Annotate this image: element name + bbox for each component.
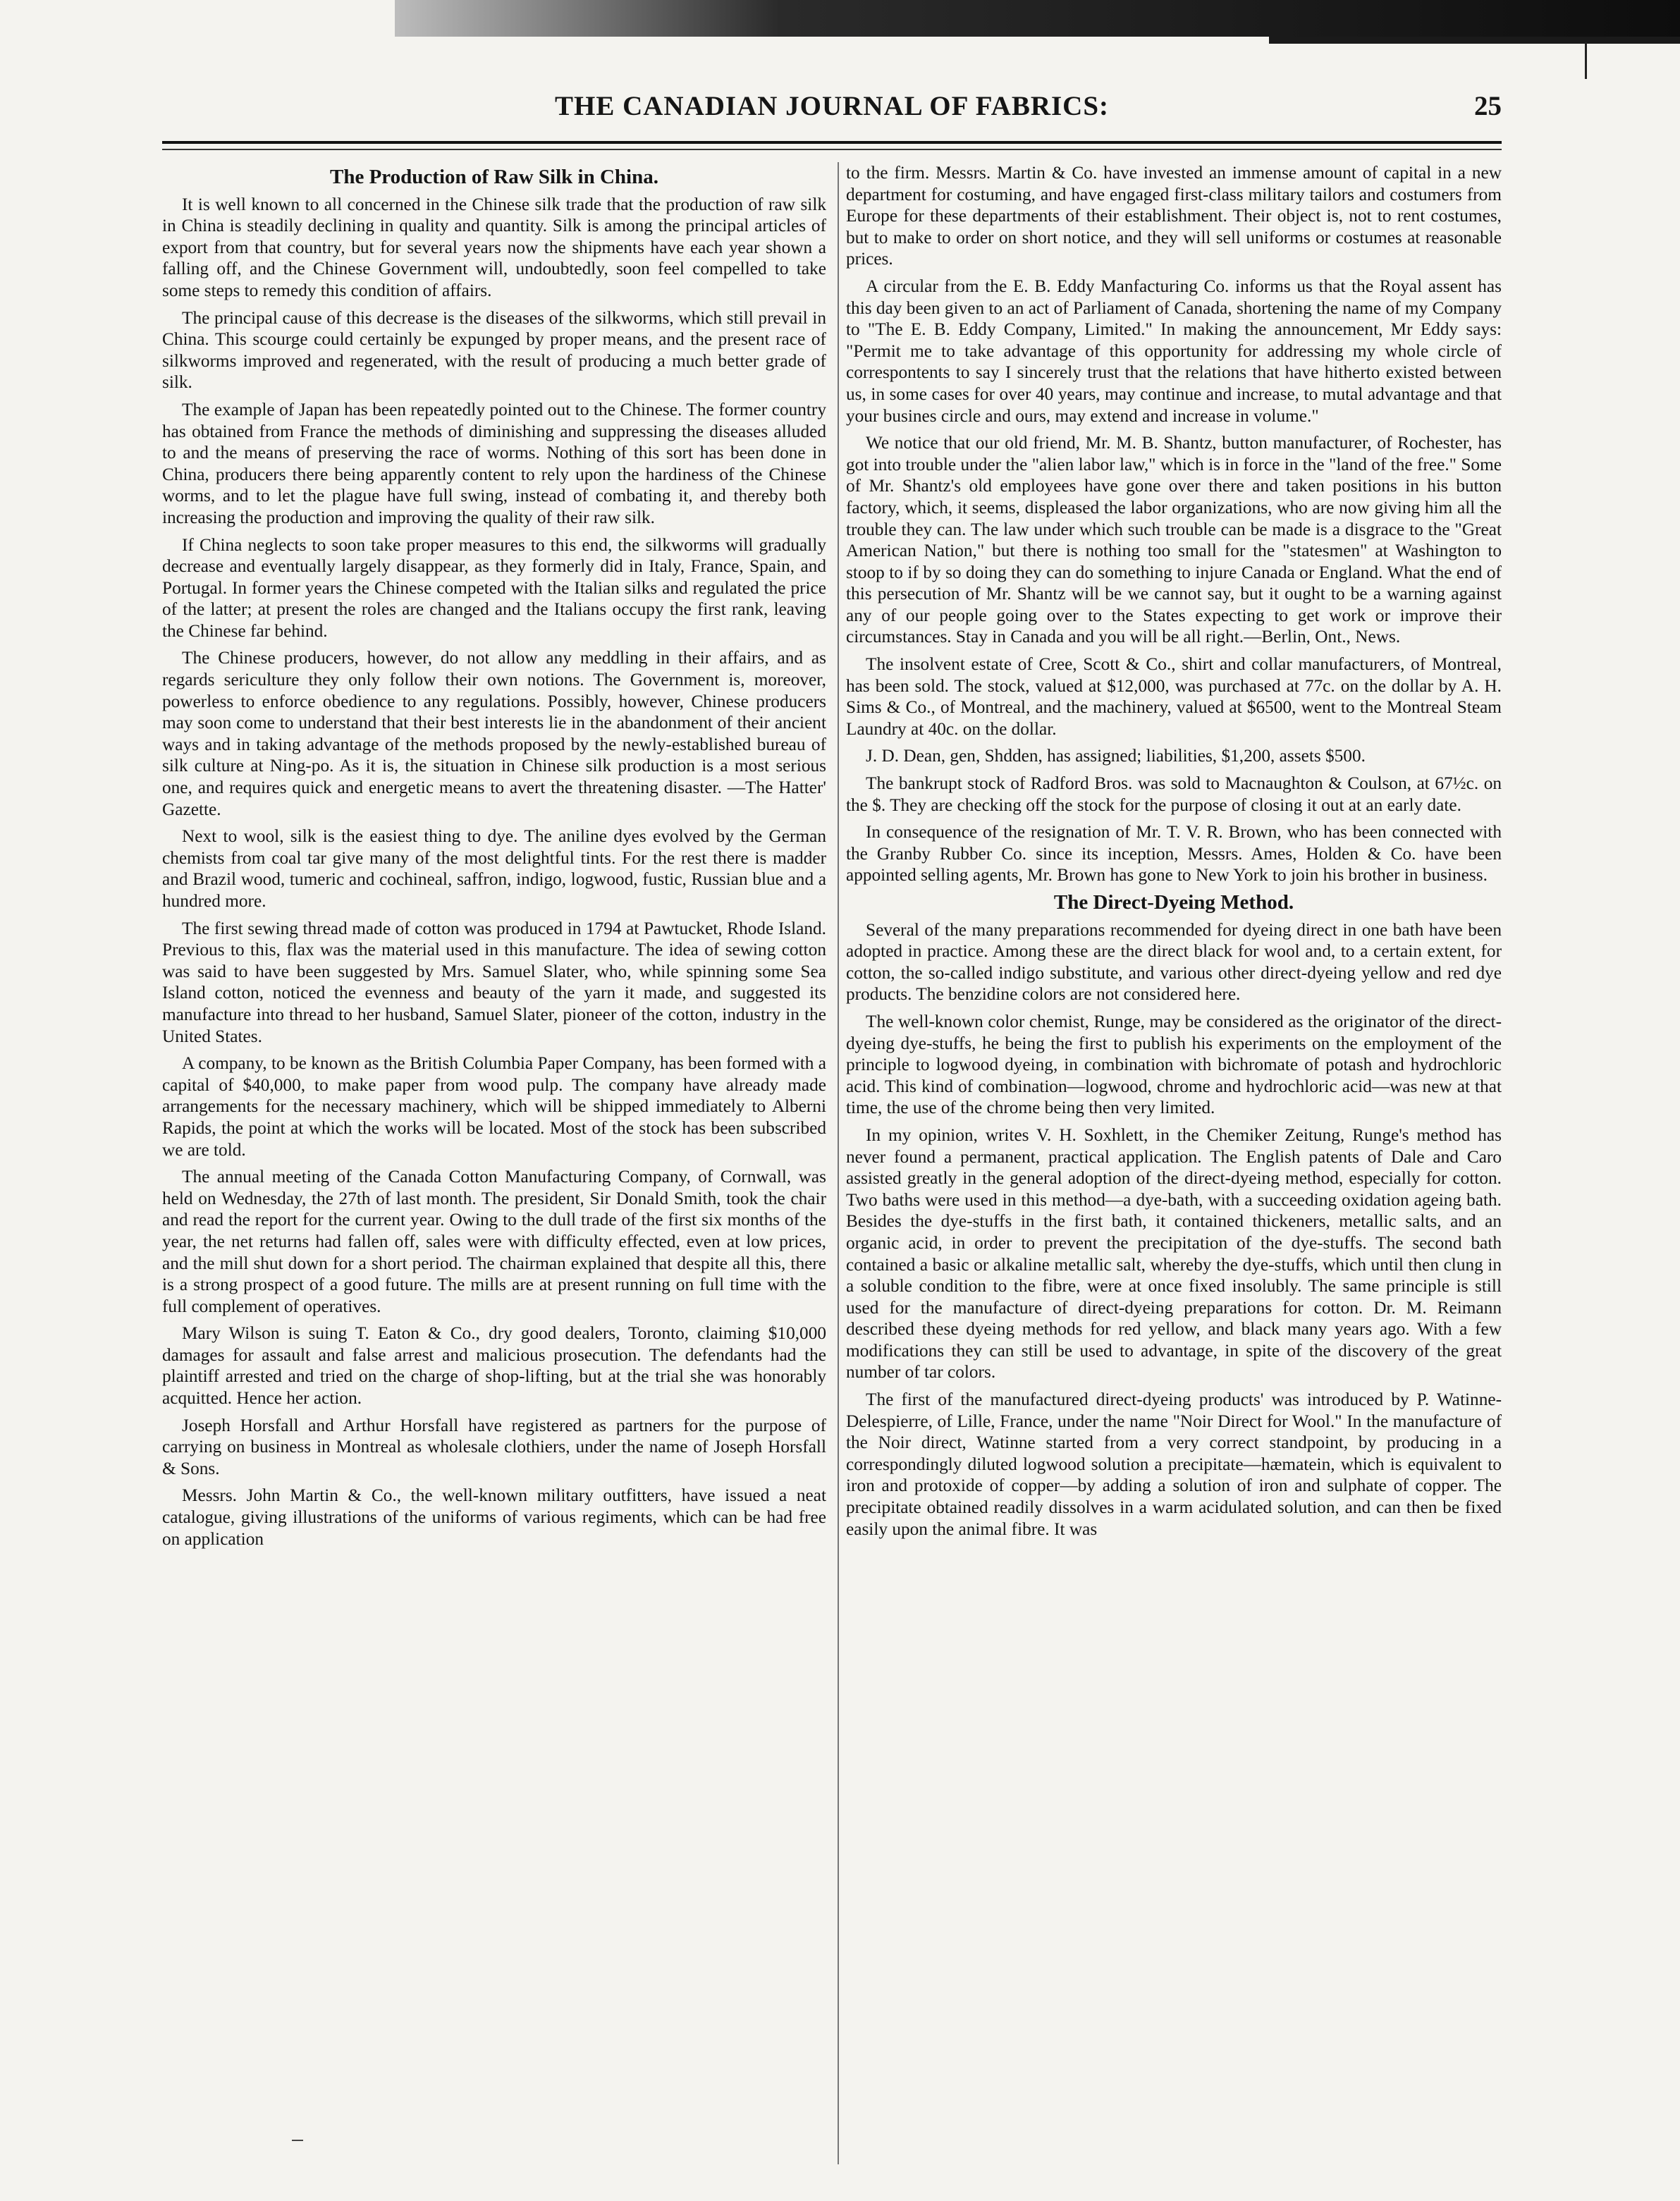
left-column xyxy=(162,162,826,1555)
scan-mark xyxy=(1585,42,1587,79)
header-rule xyxy=(162,141,1502,144)
paragraph: Mary Wilson is suing T. Eaton & Co., dry good dealers, Toronto, claiming $10,000 damages for assault and false arrest and malicious prosecution. The defendants had the plaintiff arrested and tried on the charge of shop-lifting, but at the trial she was honorably acquitted. Hence her action. xyxy=(162,1323,826,1409)
paragraph: A circular from the E. B. Eddy Manfacturing Co. informs us that the Royal assent has this day been given to an act of Parliament of Canada, shortening the name of my Company to "The E. B. Eddy Company, Limited." In making the announcement, Mr Eddy says: "Permit me to take advantage of this opportunity for addressing my whole circle of correspontents to say I sincerely trust that the relations that have hitherto existed between us, in some cases for over 40 years, may continue and increase, to mutal advantage and that your busines circle and ours, may extend and increase in volume." xyxy=(846,276,1502,426)
paragraph: The well-known color chemist, Runge, may be considered as the originator of the direct-dyeing dye-stuffs, he being the first to publish his experiments on the employment of the principle to logwood dyeing, in combination with bichromate of potash and hydrochloric acid. This kind of combination—logwood, chrome and hydrochloric acid—was new at that time, the use of the chrome being then very limited. xyxy=(846,1011,1502,1118)
footer-mark xyxy=(292,2140,303,2141)
paragraph: Several of the many preparations recommended for dyeing direct in one bath have been adopted in practice. Among these are the direct black for wool and, to a certain extent, for cotton, the so-called indigo substitute, and various other direct-dyeing yellow and red dye products. The benzidine colors are not considered here. xyxy=(846,919,1502,1005)
right-column xyxy=(846,162,1502,1545)
paragraph: to the firm. Messrs. Martin & Co. have invested an immense amount of capital in a new department for costuming, and have engaged first-class military tailors and costumers from Europe for these departments of their establishment. Their object is, not to rent costumes, but to make to order on short notice, and they will sell uniforms or costumes at reasonable prices. xyxy=(846,163,1502,269)
article-title-raw-silk: The Production of Raw Silk in China. xyxy=(330,166,658,188)
journal-title: THE CANADIAN JOURNAL OF FABRICS: xyxy=(554,91,1110,121)
paragraph: We notice that our old friend, Mr. M. B. Shantz, button manufacturer, of Rochester, has got into trouble under the "alien labor law," which is in force in the "land of the free." Some of Mr. Shantz's old employees have gone over there and taken positions in his button factory, which, it seems, displeased the labor organizations, who are now giving him all the trouble they can. The law under which such trouble can be made is a disgrace to the "Great American Nation," but there is nothing too small for the "statesmen" at Washington to stoop to if by so doing they can do something to injure Canada or England. What the end of this persecution of Mr. Shantz will be we cannot say, but it ought to be a warning against any of our people going over to the States expecting to get work or improve their circumstances. Stay in Canada and you will be all right.—Berlin, Ont., News. xyxy=(846,433,1502,647)
paragraph: Joseph Horsfall and Arthur Horsfall have registered as partners for the purpose of carrying on business in Montreal as wholesale clothiers, under the name of Joseph Horsfall & Sons. xyxy=(162,1415,826,1478)
paragraph: In my opinion, writes V. H. Soxhlett, in the Chemiker Zeitung, Runge's method has never found a permanent, practical application. The English patents of Dale and Caro assisted greatly in the general adoption of the direct-dyeing method, especially for cotton. Two baths were used in this method—a dye-bath, with a succeeding oxidation ageing bath. Besides the dye-stuffs in the first bath, it contained thickeners, metallic salts, and an organic acid, in order to prevent the precipitation of the dye-stuffs. The second bath contained a basic or alkaline metallic salt, whereby the dye-stuffs, which until then clung in a soluble condition to the fibre, were at once fixed insolubly. The same principle is still used for the manufacture of direct-dyeing preparations for cotton. Dr. M. Reimann described these dyeing methods for red yellow, and black many years ago. With a few modifications they can still be used to advantage, in spite of the discovery of the great number of tar colors. xyxy=(846,1124,1502,1382)
paragraph: The principal cause of this decrease is the diseases of the silkworms, which still prevail in China. This scourge could certainly be expunged by proper means, and the present race of silkworms improved and regenerated, with the result of producing a much better grade of silk. xyxy=(162,307,826,393)
page-number: 25 xyxy=(1474,91,1502,121)
running-header xyxy=(162,90,1502,133)
header-rule-thin xyxy=(162,149,1502,150)
paragraph: The insolvent estate of Cree, Scott & Co., shirt and collar manufacturers, of Montreal, has been sold. The stock, valued at $12,000, was purchased at 77c. on the dollar by A. H. Sims & Co., of Montreal, and the machinery, valued at $6500, went to the Montreal Steam Laundry at 40c. on the dollar. xyxy=(846,654,1502,739)
paragraph: J. D. Dean, gen, Shdden, has assigned; liabilities, $1,200, assets $500. xyxy=(866,746,1366,766)
paragraph: The bankrupt stock of Radford Bros. was sold to Macnaughton & Coulson, at 67½c. on the $. They are checking off the stock for the purpose of closing it out at an early date. xyxy=(846,773,1502,815)
paragraph: The first sewing thread made of cotton was produced in 1794 at Pawtucket, Rhode Island. Previous to this, flax was the material used in this manufacture. The idea of sewing cotton was said to have been suggested by Mrs. Samuel Slater, who, while spinning some Sea Island cotton, noticed the evenness and beauty of the yarn it made, and suggested its manufacture into thread to her husband, Samuel Slater, pioneer of the cotton, industry in the United States. xyxy=(162,918,826,1046)
article-title-direct-dyeing: The Direct-Dyeing Method. xyxy=(1053,891,1294,914)
paragraph: It is well known to all concerned in the Chinese silk trade that the production of raw silk in China is steadily declining in quality and quantity. Silk is among the principal articles of export from that country, but for several years now the shipments have each year shown a falling off, and the Chinese Government will, undoubtedly, soon feel compelled to take some steps to remedy this condition of affairs. xyxy=(162,194,826,300)
column-divider xyxy=(838,162,839,2164)
paragraph: Messrs. John Martin & Co., the well-known military outfitters, have issued a neat catalogue, giving illustrations of the uniforms of various regiments, which can be had free on application xyxy=(162,1485,826,1549)
paragraph: The first of the manufactured direct-dyeing products' was introduced by P. Watinne-Delespierre, of Lille, France, under the name "Noir Direct for Wool." In the manufacture of the Noir direct, Watinne started from a very correct standpoint, by producing in a correspondingly diluted logwood solution a precipitate—hæmatein, which is equivalent to iron and protoxide of copper—by adding a solution of iron and sulphate of copper. The precipitate obtained readily dissolves in a warm acidulated solution, and can then be fixed easily upon the animal fibre. It was xyxy=(846,1390,1502,1539)
scan-edge-shadow-lower xyxy=(1269,37,1680,44)
paragraph: In consequence of the resignation of Mr. T. V. R. Brown, who has been connected with the Granby Rubber Co. since its inception, Messrs. Ames, Holden & Co. have been appointed selling agents, Mr. Brown has gone to New York to join his brother in business. xyxy=(846,822,1502,885)
paragraph: The example of Japan has been repeatedly pointed out to the Chinese. The former country has obtained from France the methods of diminishing and suppressing the diseases alluded to and the means of preserving the race of worms. Nothing of this sort has been done in China, producers there being apparently content to rely upon the hardiness of the Chinese worms, and to let the plague have full swing, instead of combating it, and thereby both increasing the production and improving the quality of their raw silk. xyxy=(162,399,826,527)
paragraph: Next to wool, silk is the easiest thing to dye. The aniline dyes evolved by the German chemists from coal tar give many of the most delightful tints. For the rest there is madder and Brazil wood, tumeric and cochineal, saffron, indigo, logwood, fustic, Russian blue and a hundred more. xyxy=(162,826,826,911)
paragraph: The annual meeting of the Canada Cotton Manufacturing Company, of Cornwall, was held on Wednesday, the 27th of last month. The president, Sir Donald Smith, took the chair and read the report for the current year. Owing to the dull trade of the first six months of the year, the net returns had fallen off, sales were with difficulty effected, even at low prices, and the mill shut down for a short period. The chairman explained that despite all this, there is a strong prospect of a good future. The mills are at present running on full time with the full complement of operatives. xyxy=(162,1167,826,1316)
paragraph: A company, to be known as the British Columbia Paper Company, has been formed with a capital of $40,000, to make paper from wood pulp. The company have already made arrangements for the necessary machinery, which will be shipped immediately to Alberni Rapids, the point at which the works will be located. Most of the stock has been subscribed we are told. xyxy=(162,1053,826,1160)
paragraph: If China neglects to soon take proper measures to this end, the silkworms will gradually decrease and eventually largely disappear, as they formerly did in Italy, France, Spain, and Portugal. In former years the Chinese competed with the Italian silks and regulated the price of the latter; at present the roles are changed and the Italians occupy the first rank, leaving the Chinese far behind. xyxy=(162,534,826,641)
scan-edge-shadow xyxy=(395,0,1680,37)
paragraph: The Chinese producers, however, do not allow any meddling in their affairs, and as regards sericulture they only follow their own notions. The Government is, moreover, powerless to enforce obedience to any regulations. Possibly, however, Chinese producers may soon come to understand that their best interests lie in the abandonment of their ancient ways and in taking advantage of the methods proposed by the newly-established bureau of silk culture at Ning-po. As it is, the situation in Chinese silk production is a most serious one, and requires quick and energetic means to avert the threatening disaster. —The Hatter' Gazette. xyxy=(162,648,826,819)
